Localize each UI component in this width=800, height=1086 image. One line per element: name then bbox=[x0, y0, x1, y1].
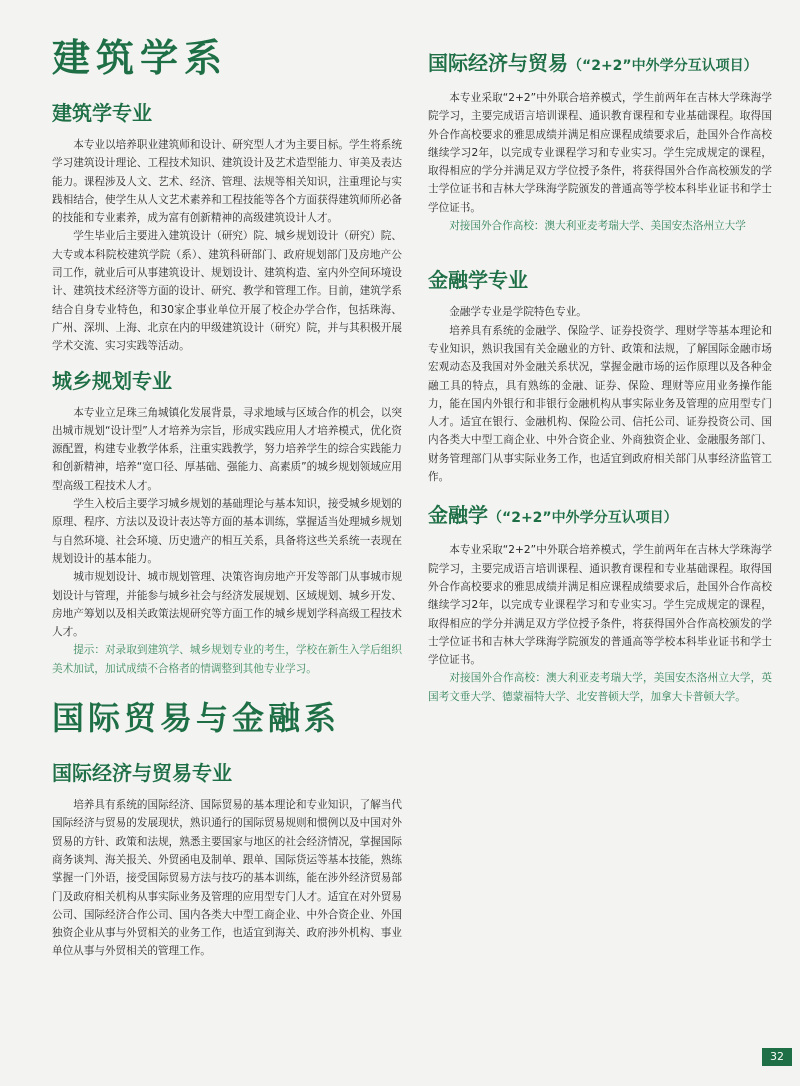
planning-tip: 提示：对录取到建筑学、城乡规划专业的考生，学校在新生入学后组织美术加试，加试成绩不合格者的情调整到其他专业学习。 bbox=[52, 644, 402, 675]
architecture-paragraph-1: 本专业以培养职业建筑师和设计、研究型人才为主要目标。学生将系统学习建筑设计理论、工程技术知识、建筑设计及艺术造型能力、审美及表达能力。课程涉及人文、艺术、经济、管理、法规等相关知识，注重理论与实践相结合，使学生从人文艺术素养和工程技能等各个方面获得建筑师所必备的技能和专业素养，成为富有创新精神的高级建筑设计人才。 bbox=[52, 139, 402, 225]
intl-trade-2plus2-paragraph: 本专业采取“2+2”中外联合培养模式，学生前两年在吉林大学珠海学院学习，主要完成语言培训课程、通识教育课程和专业基础课程。取得国外合作高校要求的雅思成绩并满足相应课程成绩要求后，赴国外合作高校继续学习2年，以完成专业课程学习和专业实习。学生完成规定的课程，取得相应的学分并满足双方学位授予条件，将获得国外合作高校颁发的学士学位证书和吉林大学珠海学院颁发的普通高等学校本科毕业证书和学士学位证书。 bbox=[428, 92, 772, 214]
finance-2plus2-suffix: （“2+2”中外学分互认项目） bbox=[488, 510, 678, 527]
finance-2plus2-title: 金融学 bbox=[428, 503, 488, 528]
finance-paragraph-2: 培养具有系统的金融学、保险学、证券投资学、理财学等基本理论和专业知识，熟识我国有关金融业的方针、政策和法规，了解国际金融市场宏观动态及我国对外金融关系状况，掌握金融市场的运作原理以及各种金融工具的特点，具有熟练的金融、证券、保险、理财等应用业务操作能力，能在国内外银行和非银行金融机构从事实际业务及管理的应用型专门人才。适宜在银行、金融机构、保险公司、信托公司、证券投资公司、国内各类大中型工商企业、中外合资企业、外商独资企业、金融服务部门、财务管理部门从事实际业务工作，也适宜到政府相关部门从事经济监管工作。 bbox=[428, 324, 772, 484]
finance-2plus2-partners: 对接国外合作高校：澳大利亚麦考瑞大学，美国安杰洛州立大学，英国考文垂大学、德蒙福特大学、北安普顿大学，加拿大卡普顿大学。 bbox=[428, 672, 772, 703]
finance-2plus2-paragraph: 本专业采取“2+2”中外联合培养模式，学生前两年在吉林大学珠海学院学习，主要完成语言培训课程、通识教育课程和专业基础课程。取得国外合作高校要求的雅思成绩并满足相应课程成绩要求后，赴国外合作高校继续学习2年，以完成专业课程学习和专业实习。学生完成规定的课程，取得相应的学分并满足双方学位授予条件，将获得国外合作高校颁发的学士学位证书和吉林大学珠海学院颁发的普通高等学校本科毕业证书和学士学位证书。 bbox=[428, 544, 772, 667]
right-column bbox=[428, 50, 772, 706]
major-title-finance-2plus2 bbox=[428, 502, 772, 531]
intl-trade-2plus2-title: 国际经济与贸易 bbox=[428, 51, 568, 75]
intl-trade-2plus2-suffix: （“2+2”中外学分互认项目） bbox=[568, 58, 758, 74]
major-title-intl-trade: 国际经济与贸易专业 bbox=[52, 761, 232, 786]
major-title-architecture: 建筑学专业 bbox=[52, 101, 152, 125]
architecture-paragraph-2: 学生毕业后主要进入建筑设计（研究）院、城乡规划设计（研究）院、大专或本科院校建筑学院（系）、建筑科研部门、政府规划部门及房地产公司工作，就业后可从事建筑设计、规划设计、建筑构造、室内外空间环境设计、建筑技术经济等方面的设计、研究、教学和管理工作。目前，建筑学系结合自身专业特色，和30家企事业单位开展了校企办学合作，包括珠海、广州、深圳、上海、北京在内的甲级建筑设计（研究）院，并与其积极开展学术交流、实习实践等活动。 bbox=[52, 230, 402, 353]
planning-paragraph-2: 学生入校后主要学习城乡规划的基础理论与基本知识，接受城乡规划的原理、程序、方法以及设计表达等方面的基本训练，掌握适当处理城乡规划与自然环境、社会环境、历史遗产的相互关系，具备将这些关系统一表现在规划设计的基本能力。 bbox=[52, 498, 402, 565]
planning-paragraph-1: 本专业立足珠三角城镇化发展背景，寻求地域与区域合作的机会，以突出城市规划“设计型”人才培养为宗旨，形成实践应用人才培养模式，优化资源配置，构建专业教学体系，注重实践教学，努力培养学生的综合实践能力和创新精神，培养“宽口径、厚基础、强能力、高素质”的城乡规划领域应用型高级工程技术人才。 bbox=[52, 406, 402, 492]
major-title-intl-trade-2plus2 bbox=[428, 50, 772, 79]
major-title-finance: 金融学专业 bbox=[428, 268, 528, 293]
left-column bbox=[52, 34, 402, 961]
dept-title-architecture: 建筑学系 bbox=[52, 35, 229, 80]
finance-paragraph-1: 金融学专业是学院特色专业。 bbox=[449, 306, 587, 319]
dept-title-trade-finance: 国际贸易与金融系 bbox=[52, 699, 341, 738]
major-title-urban-planning: 城乡规划专业 bbox=[52, 368, 172, 393]
intl-trade-paragraph-1: 培养具有系统的国际经济、国际贸易的基本理论和专业知识，了解当代国际经济与贸易的发展现状，熟识通行的国际贸易规则和惯例以及中国对外贸易的方针、政策和法规，熟悉主要国家与地区的社会经济情况，掌握国际商务谈判、海关报关、外贸函电及制单、跟单、国际货运等基本技能，熟练掌握一门外语，接受国际贸易方法与技巧的基本训练，能在涉外经济贸易部门及政府相关机构从事实际业务及管理的应用型专门人才。适宜在对外贸易公司、国际经济合作公司、国内各类大中型工商企业、中外合资企业、外国独资企业从事与外贸相关的业务工作，也适宜到海关、政府涉外机构、事业单位从事与外贸相关的管理工作。 bbox=[52, 799, 402, 958]
intl-trade-2plus2-partners: 对接国外合作高校：澳大利亚麦考瑞大学、美国安杰洛州立大学 bbox=[449, 220, 746, 233]
planning-paragraph-3: 城市规划设计、城市规划管理、决策咨询房地产开发等部门从事城市规划设计与管理，并能参与城乡社会与经济发展规划、区域规划、城乡开发、房地产筹划以及相关政策法规研究等方面工作的城乡规划学科高级工程技术人才。 bbox=[52, 571, 402, 639]
page-number: 32 bbox=[762, 1048, 792, 1066]
